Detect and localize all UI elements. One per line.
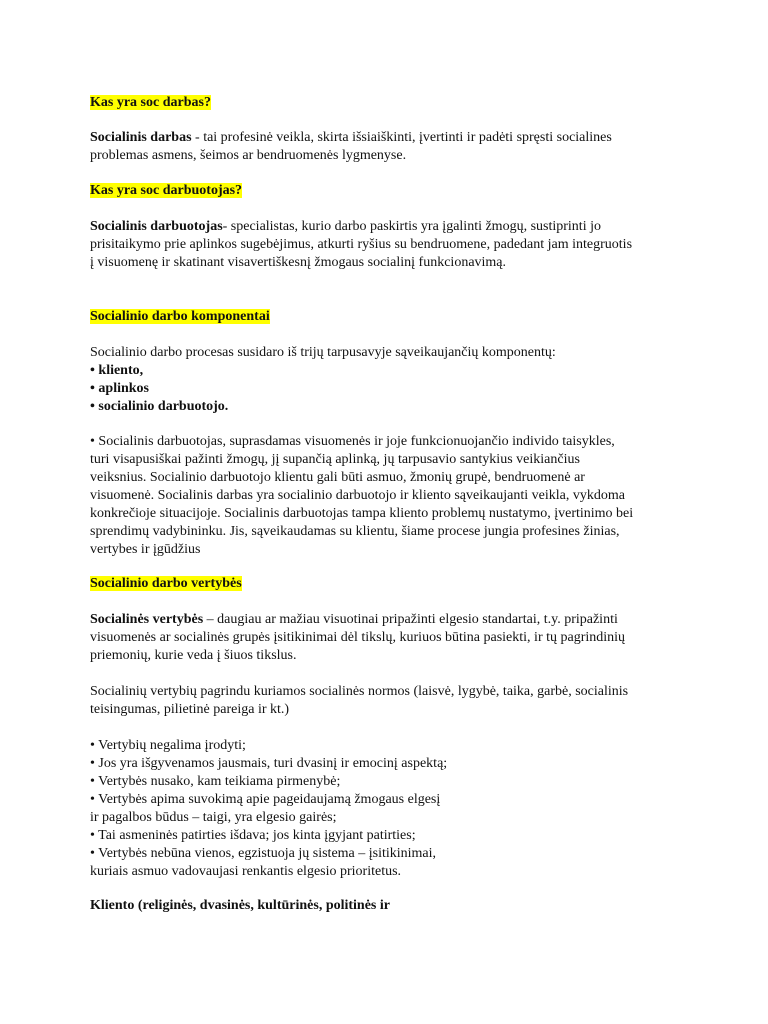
- paragraph-social-worker-role: • Socialinis darbuotojas, suprasdamas visuomenės ir joje funkcionuojančio individo taisykles, turi visapusiškai pažinti žmogų, jį supančią aplinką, jų tarpusavio santykius veikiančius veiksnius. Socialinio darbuotojo klientu gali būti asmuo, žmonių grupė, bendruomenė ar visuomenė. Socialinis darbas yra socialinio darbuotojo ir kliento sąveikaujanti veikla, vykdoma konkrečioje situacijoje. Socialinis darbuotojas tampa kliento problemų nustatymo, įvertinimo bei sprendimų vadybininku. Jis, sąveikaudamas su klientu, šiame procese jungia profesines žinias, vertybes ir įgūdžius: [90, 434, 634, 557]
- paragraph-social-worker-definition: Socialinis darbuotojas- specialistas, kurio darbo paskirtis yra įgalinti žmogų, sustiprinti jo prisitaikymo prie aplinkos sugebėjimus, atkurti ryšius su bendruomene, padedant jam integruotis į visuomenę ir skatinant visavertiškesnį žmogaus socialinį funkcionavimą.: [90, 219, 633, 270]
- paragraph-social-work-definition: Socialinis darbas - tai profesinė veikla, skirta išsiaiškinti, įvertinti ir padėti spręsti socialines problemas asmens, šeimos ar bendruomenės lygmenyse.: [90, 130, 612, 163]
- list-item: • Jos yra išgyvenamos jausmais, turi dvasinį ir emocinį aspektą;: [90, 756, 448, 771]
- list-item: • kliento,: [90, 363, 144, 378]
- heading-client-values: Kliento (religinės, dvasinės, kultūrinės, politinės ir: [90, 898, 390, 913]
- list-item: • aplinkos: [90, 381, 149, 396]
- heading-values: Socialinio darbo vertybės: [90, 576, 242, 591]
- list-item: • Tai asmeninės patirties išdava; jos kinta įgyjant patirties;: [90, 828, 416, 843]
- heading-what-is-social-work: Kas yra soc darbas?: [90, 95, 211, 110]
- list-item: ir pagalbos būdus – taigi, yra elgesio gairės;: [90, 810, 337, 825]
- list-item: • Vertybių negalima įrodyti;: [90, 738, 246, 753]
- paragraph-components: Socialinio darbo procesas susidaro iš trijų tarpusavyje sąveikaujančių komponentų: • kliento, • aplinkos • socialinio darbuotojo.: [90, 344, 690, 416]
- list-item: • Vertybės nusako, kam teikiama pirmenybė;: [90, 774, 341, 789]
- list-item: • socialinio darbuotojo.: [90, 399, 229, 414]
- list-value-properties: [90, 737, 690, 881]
- list-item: kuriais asmuo vadovaujasi renkantis elgesio prioritetus.: [90, 864, 402, 879]
- heading-components: Socialinio darbo komponentai: [90, 309, 270, 324]
- list-item: • Vertybės apima suvokimą apie pageidaujamą žmogaus elgesį: [90, 792, 441, 807]
- paragraph-social-values: Socialinės vertybės – daugiau ar mažiau visuotinai pripažinti elgesio standartai, t.y. pripažinti visuomenės ar socialinės grupės įsitikinimai dėl tikslų, kuriuos būtina pasiekti, ir tų pagrindinių priemonių, kurie veda į šiuos tikslus.: [90, 612, 626, 663]
- heading-what-is-social-worker: Kas yra soc darbuotojas?: [90, 183, 243, 198]
- list-item: • Vertybės nebūna vienos, egzistuoja jų sistema – įsitikinimai,: [90, 846, 437, 861]
- paragraph-social-norms: Socialinių vertybių pagrindu kuriamos socialinės normos (laisvė, lygybė, taika, garbė, socialinis teisingumas, pilietinė pareiga ir kt.): [90, 684, 629, 717]
